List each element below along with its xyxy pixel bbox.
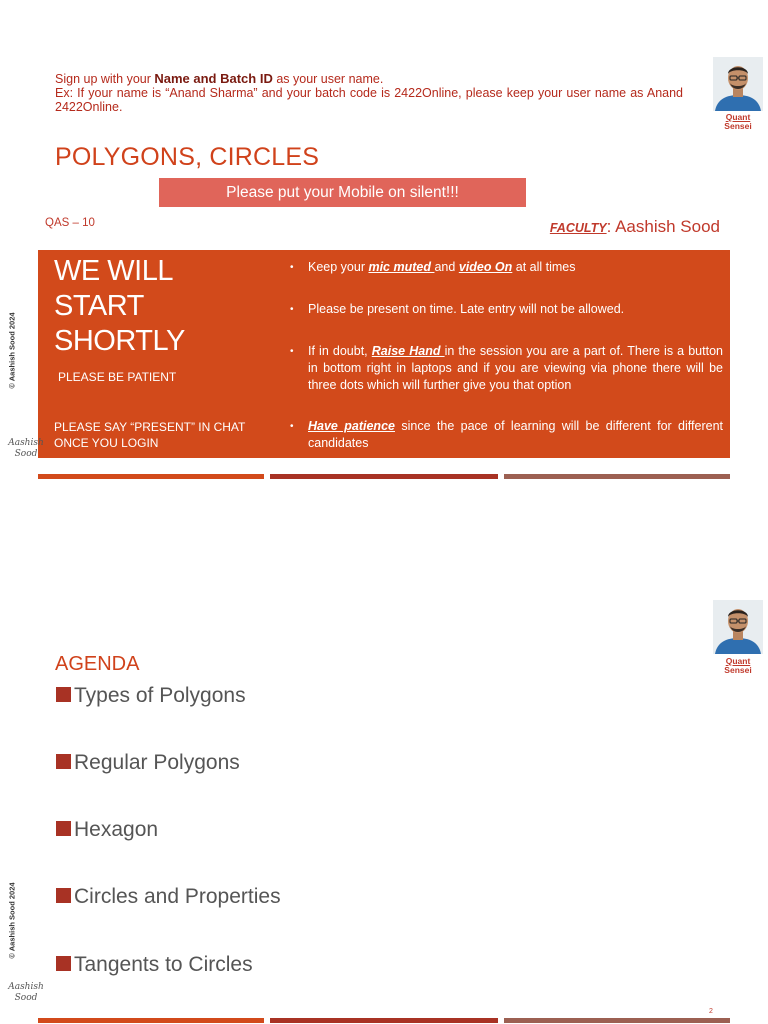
copyright-text: © Aashish Sood 2024 [7,312,17,389]
page-number: 2 [709,1008,713,1015]
footer-bar [270,1018,498,1023]
copyright-vertical [3,307,21,403]
session-code: QAS – 10 [45,217,95,229]
rule-item [308,301,723,318]
signature-line-1: Aashish [8,438,44,448]
agenda-item [56,684,246,708]
agenda-item-label: Tangents to Circles [74,953,253,976]
faculty-photo [713,600,763,654]
rule-text: at all times [512,260,576,274]
square-bullet-icon [56,888,71,903]
brand-line-1: Quant [725,656,751,666]
rule-item [308,418,723,452]
agenda-item-label: Hexagon [74,818,159,841]
agenda-item [56,953,253,977]
headline-line-1: WE WILL [54,255,173,287]
signature [6,438,46,460]
rule-text: If in doubt, [308,344,372,358]
rule-item [308,343,723,394]
faculty-separator: : [606,217,616,236]
agenda-item-label: Types of Polygons [74,684,246,707]
square-bullet-icon [56,687,71,702]
faculty-name: Aashish Sood [615,217,720,236]
square-bullet-icon [56,754,71,769]
signature-line-1: Aashish [8,982,44,992]
brand-logo [713,113,763,131]
footer-bar [504,474,730,479]
signup-bold: Name and Batch ID [154,71,273,86]
rule-item [308,259,723,276]
footer-bar [504,1018,730,1023]
rule-emphasis: Raise Hand [371,344,445,358]
faculty-line [550,217,720,237]
copyright-text: © Aashish Sood 2024 [7,882,17,959]
signup-suffix: as your user name. [272,72,384,86]
footer-bars [38,1018,730,1023]
square-bullet-icon [56,821,71,836]
agenda-item [56,885,281,909]
slide-2 [0,512,768,1024]
brand-line-2: Sensei [724,665,752,675]
signup-instructions [55,72,683,114]
copyright-vertical [3,877,21,973]
agenda-item-label: Regular Polygons [74,751,240,774]
signature-line-2: Sood [14,993,38,1003]
brand-logo [713,657,763,675]
agenda-item [56,818,158,842]
agenda-heading: AGENDA [55,653,140,675]
brand-line-1: Quant [725,112,751,122]
rule-text: in the session you are a part of. There is a button in bottom right in laptops and if you are viewing via phone there will be three dots which will further give you that option [308,344,723,392]
rule-text: since the pace of learning will be different for different candidates [308,419,723,450]
patient-note: PLEASE BE PATIENT [58,370,177,384]
rule-text: Please be present on time. Late entry will not be allowed. [308,302,625,316]
footer-bar [270,474,498,479]
start-shortly-panel [38,250,730,458]
topic-title: POLYGONS, CIRCLES [55,143,320,171]
square-bullet-icon [56,956,71,971]
signature-line-2: Sood [14,449,38,459]
faculty-photo [713,57,763,111]
rule-emphasis: mic muted [368,260,435,274]
brand-line-2: Sensei [724,121,752,131]
present-note: PLEASE SAY “PRESENT” IN CHAT ONCE YOU LOGIN [54,420,246,450]
headline [54,254,264,359]
signup-prefix: Sign up with your [55,72,155,86]
footer-bar [38,1018,264,1023]
panel-left [54,254,264,450]
signature [6,982,46,1004]
footer-bars [38,474,730,479]
signup-example: Ex: If your name is “Anand Sharma” and your batch code is 2422Online, please keep your user name as Anand 2422Online. [55,86,683,114]
rule-emphasis: Have patience [308,419,395,433]
faculty-label: FACULTY [549,221,607,235]
rule-text: Keep your [308,260,369,274]
footer-bar [38,474,264,479]
headline-line-3: SHORTLY [54,325,185,357]
silent-banner: Please put your Mobile on silent!!! [159,178,526,207]
rule-text: and [434,260,459,274]
agenda-item-label: Circles and Properties [74,885,281,908]
headline-line-2: START [54,290,144,322]
rule-emphasis: video On [458,260,513,274]
agenda-item [56,751,240,775]
